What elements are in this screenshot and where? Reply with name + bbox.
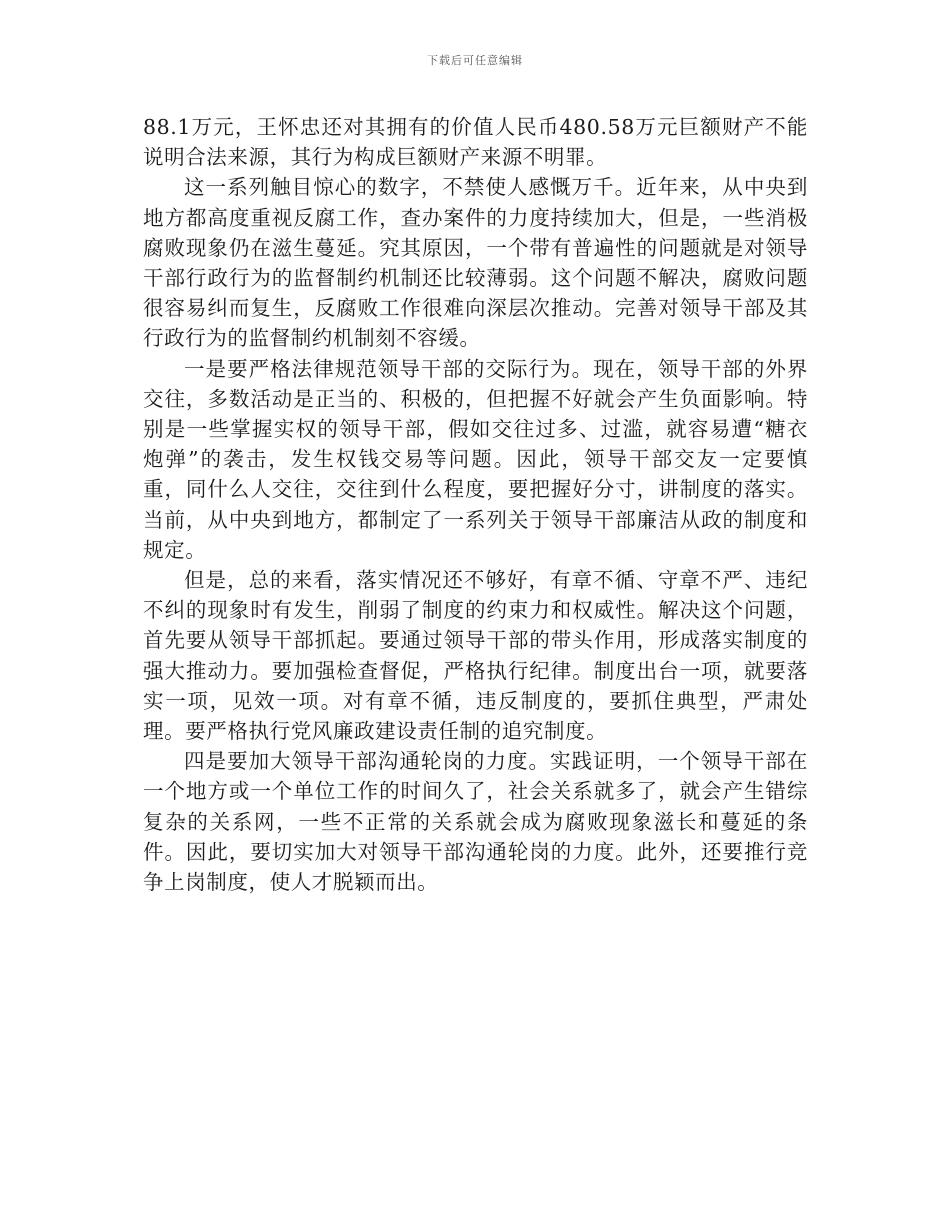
paragraph: 四是要加大领导干部沟通轮岗的力度。实践证明，一个领导干部在一个地方或一个单位工作的时间久了，社会关系就多了，就会产生错综复杂的关系网，一些不正常的关系就会成为腐败现象滋长和蔓延的条件。因此，要切实加大对领导干部沟通轮岗的力度。此外，还要推行竞争上岗制度，使人才脱颖而出。	[143, 749, 808, 895]
paragraph: 但是，总的来看，落实情况还不够好，有章不循、守章不严、违纪不纠的现象时有发生，削弱了制度的约束力和权威性。解决这个问题，首先要从领导干部抓起。要通过领导干部的带头作用，形成落实制度的强大推动力。要加强检查督促，严格执行纪律。制度出台一项，就要落实一项，见效一项。对有章不循，违反制度的，要抓住典型，严肃处理。要严格执行党风廉政建设责任制的追究制度。	[143, 568, 808, 744]
paragraph-continuation: 88.1万元，王怀忠还对其拥有的价值人民币480.58万元巨额财产不能说明合法来源，其行为构成巨额财产来源不明罪。	[143, 115, 808, 170]
page-header-note: 下载后可任意编辑	[427, 54, 523, 67]
document-body	[143, 112, 808, 897]
paragraph: 一是要严格法律规范领导干部的交际行为。现在，领导干部的外界交往，多数活动是正当的、积极的，但把握不好就会产生负面影响。特别是一些掌握实权的领导干部，假如交往过多、过滥，就容易遭“糖衣炮弹”的袭击，发生权钱交易等问题。因此，领导干部交友一定要慎重，同什么人交往，交往到什么程度，要把握好分寸，讲制度的落实。当前，从中央到地方，都制定了一系列关于领导干部廉洁从政的制度和规定。	[143, 356, 808, 562]
paragraph: 这一系列触目惊心的数字，不禁使人感慨万千。近年来，从中央到地方都高度重视反腐工作，查办案件的力度持续加大，但是，一些消极腐败现象仍在滋生蔓延。究其原因，一个带有普遍性的问题就是对领导干部行政行为的监督制约机制还比较薄弱。这个问题不解决，腐败问题很容易纠而复生，反腐败工作很难向深层次推动。完善对领导干部及其行政行为的监督制约机制刻不容缓。	[143, 175, 808, 351]
